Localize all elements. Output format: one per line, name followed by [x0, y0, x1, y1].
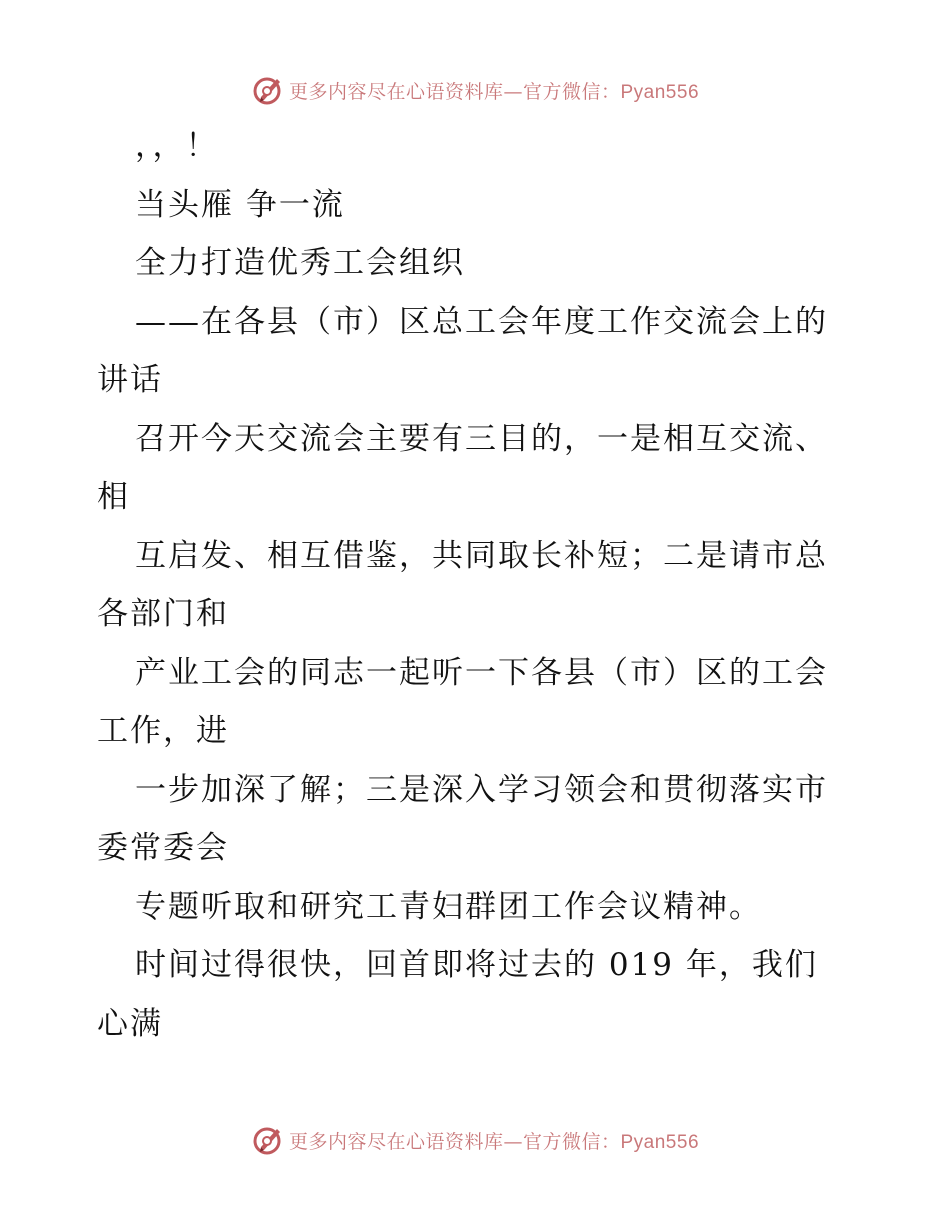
text-line: 委常委会 — [97, 830, 229, 866]
text-line: 产业工会的同志一起听一下各县（市）区的工会 — [135, 654, 828, 691]
footer-banner — [0, 1120, 950, 1160]
banner-dash: — — [503, 1130, 523, 1153]
text-line: 当头雁 争一流 — [135, 186, 345, 223]
banner-wechat-label: 官方微信： — [522, 80, 621, 103]
quill-circle-logo-icon — [251, 73, 285, 107]
banner-wechat-id: Pyan556 — [620, 1131, 700, 1153]
text-line: ——在各县（市）区总工会年度工作交流会上的 — [135, 303, 828, 340]
text-line: 工作，进 — [97, 713, 229, 749]
text-line: 相 — [97, 479, 130, 515]
document-body — [97, 117, 857, 1053]
banner-wechat-id: Pyan556 — [620, 81, 700, 103]
text-line: 专题听取和研究工青妇群团工作会议精神。 — [135, 888, 762, 925]
banner-wechat-label: 官方微信： — [522, 1130, 621, 1153]
text-line: 一步加深了解；三是深入学习领会和贯彻落实市 — [135, 771, 828, 808]
text-line: ，，！ — [135, 128, 219, 164]
banner-text — [289, 1127, 699, 1154]
banner-dash: — — [503, 80, 523, 103]
banner-slogan: 更多内容尽在心语资料库 — [288, 80, 504, 103]
text-line: 时间过得很快，回首即将过去的 019 年，我们 — [135, 947, 818, 983]
text-line: 召开今天交流会主要有三目的，一是相互交流、 — [135, 420, 828, 457]
text-line: 讲话 — [97, 362, 163, 398]
quill-circle-logo-icon — [251, 1123, 285, 1157]
header-banner — [0, 70, 950, 110]
text-line: 各部门和 — [97, 596, 229, 632]
text-line: 互启发、相互借鉴，共同取长补短；二是请市总 — [135, 537, 828, 574]
text-line: 全力打造优秀工会组织 — [135, 245, 465, 281]
banner-text — [289, 77, 699, 104]
banner-slogan: 更多内容尽在心语资料库 — [288, 1130, 504, 1153]
text-line: 心满 — [97, 1005, 163, 1042]
